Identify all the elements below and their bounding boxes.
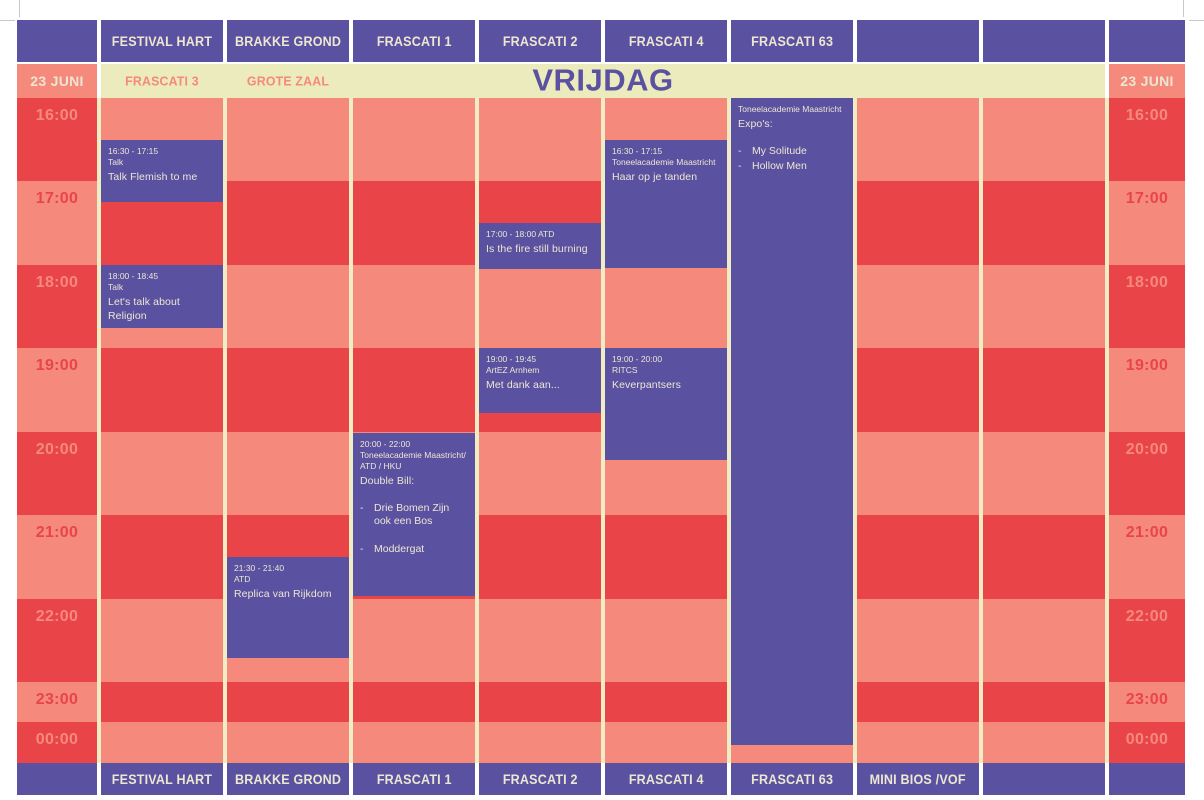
event-title: Keverpantsers bbox=[612, 379, 682, 392]
sublabel-grote-zaal: GROTE ZAAL bbox=[246, 73, 330, 89]
event-meta bbox=[486, 354, 601, 376]
venue-header-frascati-2 bbox=[479, 20, 601, 62]
venue-column-4 bbox=[479, 98, 601, 763]
grid-cell-2000 bbox=[101, 432, 223, 515]
crop-mark-top-left-h bbox=[0, 20, 15, 21]
time-label: 19:00 bbox=[1125, 357, 1169, 374]
grid-cell-2100 bbox=[605, 515, 727, 599]
venue-column-2 bbox=[227, 98, 349, 763]
top-venue-bar bbox=[17, 20, 1185, 62]
grid-cell-2000 bbox=[17, 432, 97, 515]
grid-cell-2300 bbox=[479, 682, 601, 722]
venue-header-blank bbox=[17, 763, 97, 795]
grid-cell-1700 bbox=[353, 181, 475, 265]
event-meta-line: 21:30 - 21:40 bbox=[234, 563, 285, 573]
event-meta-line: ArtEZ Arnhem bbox=[486, 365, 540, 376]
grid-cell-0000 bbox=[17, 722, 97, 763]
venue-header-mini-bios-vof bbox=[857, 763, 979, 795]
grid-cell-2300 bbox=[17, 682, 97, 722]
grid-cell-0000 bbox=[605, 722, 727, 763]
venue-header-frascati-4 bbox=[605, 20, 727, 62]
venue-column-8 bbox=[983, 98, 1105, 763]
event-block-talk-flemish-to-me bbox=[101, 140, 223, 202]
sub-row bbox=[17, 64, 1185, 98]
event-meta bbox=[234, 563, 349, 585]
grid-cell-2300 bbox=[605, 682, 727, 722]
bottom-venue-bar bbox=[17, 763, 1185, 795]
venue-header-frascati-63 bbox=[731, 20, 853, 62]
grid-cell-2100 bbox=[17, 515, 97, 599]
event-block-haar-op-je-tanden bbox=[605, 140, 727, 268]
grid-cell-2300 bbox=[227, 682, 349, 722]
time-column-left bbox=[17, 98, 97, 763]
time-label: 17:00 bbox=[1125, 190, 1169, 207]
venue-header-festival-hart bbox=[101, 763, 223, 795]
event-title: Let's talk about Religion bbox=[108, 296, 180, 322]
grid-cell-1900 bbox=[857, 348, 979, 432]
grid-cell-2100 bbox=[479, 515, 601, 599]
grid-cell-0000 bbox=[353, 722, 475, 763]
event-block-keverpantsers bbox=[605, 348, 727, 460]
venue-header-label: FRASCATI 63 bbox=[750, 33, 834, 49]
event-title: Replica van Rijkdom bbox=[234, 588, 332, 601]
venue-header-frascati-2 bbox=[479, 763, 601, 795]
grid-cell-2100 bbox=[983, 515, 1105, 599]
grid-cell-2200 bbox=[101, 599, 223, 682]
time-label: 22:00 bbox=[35, 608, 79, 625]
grid-cell-2100 bbox=[1109, 515, 1185, 599]
event-block-let-s-talk-about-religion bbox=[101, 265, 223, 328]
venue-column-5 bbox=[605, 98, 727, 763]
event-title: Met dank aan... bbox=[486, 379, 560, 392]
grid-cell-1700 bbox=[227, 181, 349, 265]
venue-header-festival-hart bbox=[101, 20, 223, 62]
grid-cell-1800 bbox=[353, 265, 475, 348]
grid-cell-1600 bbox=[479, 98, 601, 181]
event-meta bbox=[486, 229, 601, 240]
time-label: 00:00 bbox=[35, 731, 79, 748]
venue-header-frascati-4 bbox=[605, 763, 727, 795]
time-label: 17:00 bbox=[35, 190, 79, 207]
venue-column-6 bbox=[731, 98, 853, 763]
event-list-item: - My Solitude bbox=[738, 144, 807, 157]
grid-cell-1600 bbox=[227, 98, 349, 181]
time-label: 16:00 bbox=[1125, 107, 1169, 124]
time-label: 23:00 bbox=[35, 691, 79, 708]
venue-header-label: FRASCATI 1 bbox=[376, 771, 452, 787]
event-meta bbox=[108, 271, 223, 293]
grid-cell-1700 bbox=[17, 181, 97, 265]
grid-cell-1700 bbox=[857, 181, 979, 265]
grid-cell-1800 bbox=[227, 265, 349, 348]
time-label: 23:00 bbox=[1125, 691, 1169, 708]
venue-header-frascati-1 bbox=[353, 20, 475, 62]
grid-cell-1900 bbox=[17, 348, 97, 432]
venue-header-blank bbox=[983, 20, 1105, 62]
event-meta-line: 19:00 - 20:00 bbox=[612, 354, 663, 364]
event-item-list bbox=[738, 145, 853, 174]
date-badge-left bbox=[17, 64, 97, 98]
grid-cell-1600 bbox=[1109, 98, 1185, 181]
event-meta-line: RITCS bbox=[612, 365, 638, 376]
grid-cell-2200 bbox=[983, 599, 1105, 682]
time-label: 20:00 bbox=[1125, 441, 1169, 458]
event-list-item: - Drie Bomen Zijn ook een Bos bbox=[360, 501, 450, 528]
venue-column-1 bbox=[101, 98, 223, 763]
event-meta bbox=[738, 104, 853, 115]
grid-cell-1900 bbox=[983, 348, 1105, 432]
grid-cell-1800 bbox=[479, 265, 601, 348]
crop-mark-top-right-h bbox=[1189, 20, 1204, 21]
grid-cell-0000 bbox=[227, 722, 349, 763]
event-item-list bbox=[360, 502, 475, 557]
grid-cell-1900 bbox=[1109, 348, 1185, 432]
grid-cell-2300 bbox=[857, 682, 979, 722]
grid-cell-1600 bbox=[857, 98, 979, 181]
grid-cell-1600 bbox=[17, 98, 97, 181]
grid-cell-0000 bbox=[101, 722, 223, 763]
schedule-sheet bbox=[17, 20, 1185, 795]
event-list-item: - Hollow Men bbox=[738, 160, 807, 173]
event-meta-line: Talk bbox=[108, 157, 124, 168]
grid-cell-2200 bbox=[605, 599, 727, 682]
grid-cell-1900 bbox=[227, 348, 349, 432]
grid-cell-1900 bbox=[101, 348, 223, 432]
sublabel-frascati-3: FRASCATI 3 bbox=[125, 73, 199, 89]
venue-header-label: FRASCATI 4 bbox=[628, 33, 704, 49]
crop-mark-top-left-v bbox=[19, 0, 20, 17]
grid-cell-2200 bbox=[1109, 599, 1185, 682]
venue-header-frascati-1 bbox=[353, 763, 475, 795]
grid-cell-1800 bbox=[17, 265, 97, 348]
grid-cell-2200 bbox=[479, 599, 601, 682]
venue-header-label: FRASCATI 63 bbox=[750, 771, 834, 787]
event-meta bbox=[612, 354, 727, 376]
time-label: 19:00 bbox=[35, 357, 79, 374]
venue-header-label: MINI BIOS /VOF bbox=[869, 771, 967, 787]
grid-cell-2000 bbox=[983, 432, 1105, 515]
grid-cell-0000 bbox=[983, 722, 1105, 763]
grid-cell-1600 bbox=[353, 98, 475, 181]
venue-header-blank bbox=[17, 20, 97, 62]
event-meta-line: Toneelacademie Maastricht bbox=[738, 104, 842, 114]
event-meta bbox=[612, 146, 727, 168]
event-meta-line: ATD / HKU bbox=[360, 461, 402, 472]
event-title: Expo's: bbox=[738, 118, 773, 131]
event-meta-line: 16:30 - 17:15 bbox=[612, 146, 663, 156]
schedule-grid bbox=[17, 98, 1185, 763]
grid-cell-2100 bbox=[101, 515, 223, 599]
venue-header-label: FRASCATI 2 bbox=[502, 33, 578, 49]
time-label: 22:00 bbox=[1125, 608, 1169, 625]
grid-cell-1800 bbox=[857, 265, 979, 348]
time-label: 18:00 bbox=[1125, 274, 1169, 291]
venue-header-blank bbox=[857, 20, 979, 62]
day-title: VRIJDAG bbox=[532, 62, 674, 98]
grid-cell-1900 bbox=[353, 348, 475, 432]
venue-header-label: FRASCATI 4 bbox=[628, 771, 704, 787]
venue-header-blank bbox=[1109, 763, 1185, 795]
subheader-strip bbox=[101, 64, 1105, 98]
event-block-double-bill bbox=[353, 433, 475, 596]
event-meta-line: Toneelacademie Maastricht/ bbox=[360, 450, 466, 461]
grid-cell-1700 bbox=[1109, 181, 1185, 265]
grid-cell-1800 bbox=[1109, 265, 1185, 348]
grid-cell-2300 bbox=[983, 682, 1105, 722]
grid-cell-0000 bbox=[857, 722, 979, 763]
grid-cell-2300 bbox=[101, 682, 223, 722]
grid-cell-2000 bbox=[1109, 432, 1185, 515]
venue-header-label: BRAKKE GROND bbox=[234, 771, 342, 787]
venue-header-label: FRASCATI 1 bbox=[376, 33, 452, 49]
grid-cell-2000 bbox=[227, 432, 349, 515]
event-meta-line: 17:00 - 18:00 ATD bbox=[486, 229, 555, 239]
event-meta-line: Talk bbox=[108, 282, 124, 293]
time-label: 21:00 bbox=[1125, 524, 1169, 541]
grid-cell-2200 bbox=[857, 599, 979, 682]
event-block-replica-van-rijkdom bbox=[227, 557, 349, 658]
event-meta-line: 19:00 - 19:45 bbox=[486, 354, 537, 364]
date-label: 23 JUNI bbox=[30, 73, 84, 89]
event-meta bbox=[108, 146, 223, 168]
grid-cell-2000 bbox=[857, 432, 979, 515]
grid-cell-0000 bbox=[1109, 722, 1185, 763]
venue-header-label: FRASCATI 2 bbox=[502, 771, 578, 787]
grid-cell-2300 bbox=[353, 682, 475, 722]
time-label: 18:00 bbox=[35, 274, 79, 291]
venue-header-brakke-grond bbox=[227, 763, 349, 795]
grid-cell-0000 bbox=[479, 722, 601, 763]
grid-cell-1700 bbox=[983, 181, 1105, 265]
event-title: Talk Flemish to me bbox=[108, 171, 198, 184]
event-meta-line: ATD bbox=[234, 574, 251, 585]
event-title: Haar op je tanden bbox=[612, 171, 698, 184]
venue-header-brakke-grond bbox=[227, 20, 349, 62]
event-meta bbox=[360, 439, 475, 472]
grid-cell-1800 bbox=[605, 265, 727, 348]
event-meta-line: 18:00 - 18:45 bbox=[108, 271, 159, 281]
event-meta-line: 20:00 - 22:00 bbox=[360, 439, 411, 449]
event-title: Is the fire still burning bbox=[486, 243, 588, 256]
venue-header-blank bbox=[983, 763, 1105, 795]
venue-header-label: BRAKKE GROND bbox=[234, 33, 342, 49]
grid-cell-2200 bbox=[353, 599, 475, 682]
grid-cell-2300 bbox=[1109, 682, 1185, 722]
event-list-item: - Moddergat bbox=[360, 543, 425, 556]
event-block-met-dank-aan bbox=[479, 348, 601, 413]
venue-header-label: FESTIVAL HART bbox=[111, 33, 213, 49]
time-label: 16:00 bbox=[35, 107, 79, 124]
date-label: 23 JUNI bbox=[1120, 73, 1174, 89]
event-meta-line: Toneelacademie Maastricht bbox=[612, 157, 716, 168]
crop-mark-top-right-v bbox=[1183, 0, 1184, 17]
time-label: 00:00 bbox=[1125, 731, 1169, 748]
venue-header-blank bbox=[1109, 20, 1185, 62]
venue-header-frascati-63 bbox=[731, 763, 853, 795]
time-label: 20:00 bbox=[35, 441, 79, 458]
time-label: 21:00 bbox=[35, 524, 79, 541]
event-meta-line: 16:30 - 17:15 bbox=[108, 146, 159, 156]
venue-header-label: FESTIVAL HART bbox=[111, 771, 213, 787]
grid-cell-1800 bbox=[983, 265, 1105, 348]
event-block-expo-s bbox=[731, 98, 853, 745]
venue-column-7 bbox=[857, 98, 979, 763]
grid-cell-2100 bbox=[857, 515, 979, 599]
time-column-right bbox=[1109, 98, 1185, 763]
event-title: Double Bill: bbox=[360, 475, 415, 488]
grid-cell-2200 bbox=[17, 599, 97, 682]
event-block-is-the-fire-still-burning bbox=[479, 223, 601, 269]
grid-cell-1600 bbox=[983, 98, 1105, 181]
grid-cell-2000 bbox=[479, 432, 601, 515]
venue-column-3 bbox=[353, 98, 475, 763]
date-badge-right bbox=[1109, 64, 1185, 98]
